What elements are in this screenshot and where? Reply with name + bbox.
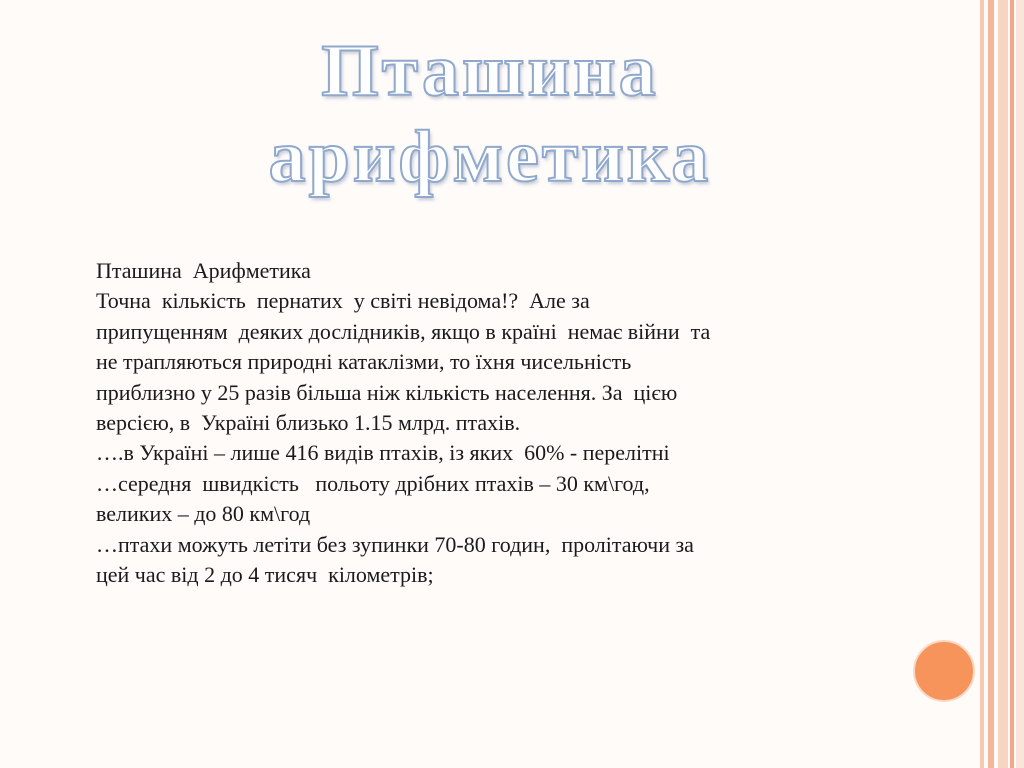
body-line: Точна кількість пернатих у світі невідома!? Але за: [96, 288, 590, 314]
decorative-stripe: [1016, 0, 1024, 768]
body-line: Пташина Арифметика: [96, 258, 311, 283]
body-line: ….в Україні – лише 416 видів птахів, із яких 60% - перелітні: [96, 440, 670, 466]
decorative-stripe: [988, 0, 994, 768]
body-line: не трапляються природні катаклізми, то їхня чисельність: [96, 349, 632, 375]
body-line: версією, в Україні близько 1.15 млрд. птахів.: [96, 410, 521, 436]
decorative-stripe: [980, 0, 984, 768]
title-line-2: арифметика: [268, 116, 712, 198]
body-line: …птахи можуть летіти без зупинки 70-80 годин, пролітаючи за: [96, 531, 694, 557]
body-line: …середня швидкість польоту дрібних птахів – 30 км\год,: [96, 470, 650, 496]
decorative-circle: [913, 640, 975, 702]
body-line: великих – до 80 км\год: [96, 501, 311, 527]
body-line: припущенням деяких дослідників, якщо в країні немає війни та: [96, 318, 711, 344]
slide-title: [180, 28, 800, 200]
body-line: цей час від 2 до 4 тисяч кілометрів;: [96, 562, 434, 588]
title-line-1: Пташина: [321, 30, 659, 112]
decorative-stripe: [1010, 0, 1014, 768]
slide-body: [96, 256, 936, 590]
body-line: приблизно у 25 разів більша ніж кількість населення. За цією: [96, 379, 678, 405]
decorative-stripe: [998, 0, 1008, 768]
